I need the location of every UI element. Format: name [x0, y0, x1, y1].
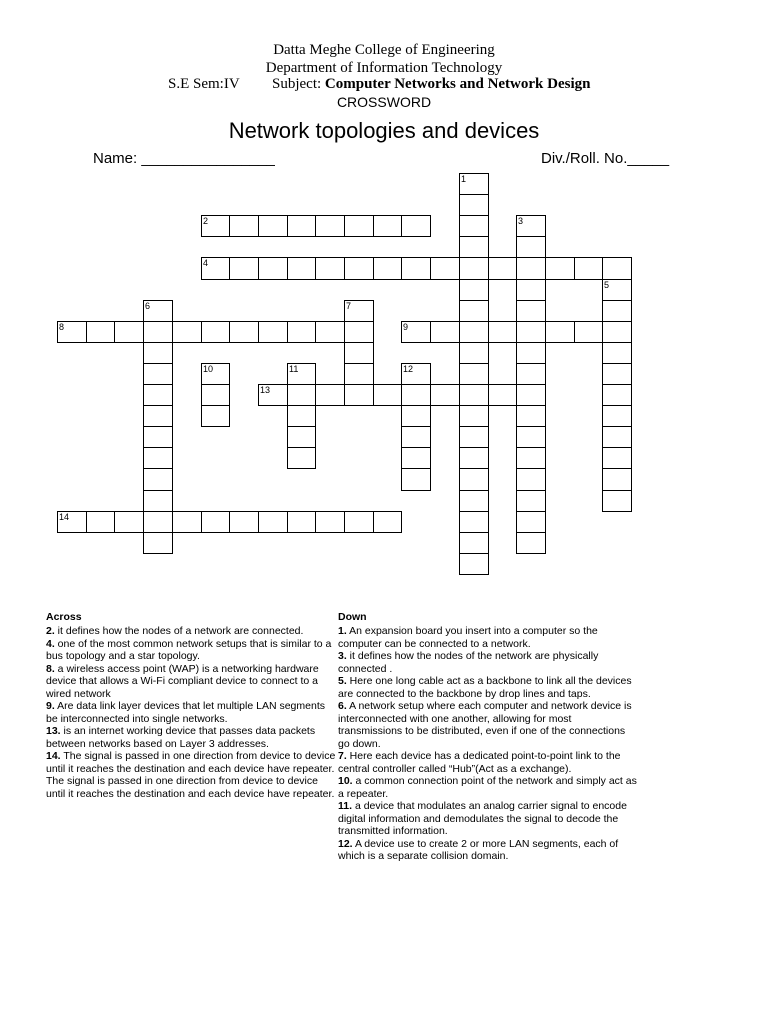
crossword-cell[interactable]: [602, 384, 632, 406]
crossword-label: CROSSWORD: [336, 94, 432, 110]
across-clues: [46, 611, 338, 800]
clue-text: a common connection point of the network and simply act as a repeater.: [338, 775, 637, 800]
crossword-cell[interactable]: [287, 215, 316, 237]
across-clue: [46, 625, 338, 638]
crossword-cell[interactable]: [401, 426, 431, 448]
clue-number: 2.: [46, 625, 55, 637]
crossword-cell[interactable]: [229, 511, 259, 533]
crossword-cell[interactable]: [86, 511, 115, 533]
crossword-cell[interactable]: [459, 553, 489, 575]
clue-text: An expansion board you insert into a computer so the computer can be connected to a network.: [338, 625, 598, 650]
crossword-cell[interactable]: [344, 511, 374, 533]
clue-number-label: 2: [203, 216, 209, 226]
clue-text: it defines how the nodes of the network are physically connected .: [338, 650, 599, 675]
crossword-cell[interactable]: [86, 321, 115, 343]
crossword-cell[interactable]: [201, 405, 230, 427]
clue-number-label: 12: [403, 364, 414, 374]
crossword-cell[interactable]: [459, 532, 489, 554]
crossword-cell[interactable]: [287, 363, 316, 385]
clue-number-label: 6: [145, 301, 151, 311]
crossword-cell[interactable]: [287, 384, 316, 406]
crossword-cell[interactable]: [315, 384, 345, 406]
clue-number-label: 4: [203, 258, 209, 268]
crossword-cell[interactable]: [201, 215, 230, 237]
down-clue: [338, 650, 638, 675]
crossword-cell[interactable]: [258, 511, 288, 533]
clue-number: 3.: [338, 650, 347, 662]
crossword-cell[interactable]: [459, 194, 489, 216]
crossword-cell[interactable]: [516, 300, 546, 322]
clue-number: 9.: [46, 700, 55, 712]
crossword-cell[interactable]: [201, 511, 230, 533]
crossword-cell[interactable]: [459, 384, 489, 406]
crossword-cell[interactable]: [459, 300, 489, 322]
crossword-cell[interactable]: [459, 405, 489, 427]
crossword-cell[interactable]: [373, 511, 402, 533]
clue-number: 4.: [46, 637, 55, 650]
crossword-cell[interactable]: [143, 405, 173, 427]
across-clue: [46, 725, 338, 750]
clue-number: 13.: [46, 725, 61, 737]
crossword-cell[interactable]: [401, 257, 431, 280]
clue-text: Here one long cable act as a backbone to link all the devices are connected to the backbone by drop lines and taps.: [338, 675, 632, 700]
crossword-cell[interactable]: [459, 490, 489, 512]
clue-number: 5.: [338, 675, 347, 687]
down-clue: [338, 775, 638, 800]
across-clue: [46, 700, 338, 725]
crossword-cell[interactable]: [459, 236, 489, 258]
crossword-cell[interactable]: [258, 321, 288, 343]
clue-number-label: 9: [403, 322, 409, 332]
clue-number: 14.: [46, 750, 61, 762]
clue-number-label: 14: [59, 512, 70, 522]
crossword-cell[interactable]: [516, 279, 546, 301]
crossword-cell[interactable]: [143, 426, 173, 448]
crossword-cell[interactable]: [516, 468, 546, 491]
crossword-cell[interactable]: [401, 363, 431, 385]
clue-number: 6.: [338, 700, 347, 712]
clue-text: a wireless access point (WAP) is a networking hardware device that allows a Wi-Fi compliant device to connect to a wired network: [46, 662, 319, 700]
crossword-cell[interactable]: [459, 363, 489, 385]
clue-text: a device that modulates an analog carrier signal to encode digital information and demodulates the signal to decode the transmitted information.: [338, 800, 627, 837]
name-field: Name: ________________: [93, 150, 275, 167]
crossword-cell[interactable]: [201, 257, 230, 280]
crossword-cell[interactable]: [287, 511, 316, 533]
crossword-cell[interactable]: [459, 511, 489, 533]
crossword-cell[interactable]: [344, 384, 374, 406]
crossword-cell[interactable]: [602, 426, 632, 448]
crossword-cell[interactable]: [315, 321, 345, 343]
crossword-cell[interactable]: [143, 468, 173, 491]
roll-number-field: Div./Roll. No._____: [541, 150, 670, 167]
clue-number-label: 7: [346, 301, 352, 311]
crossword-cell[interactable]: [143, 447, 173, 469]
crossword-cell[interactable]: [459, 342, 489, 364]
clue-number: 1.: [338, 625, 347, 637]
crossword-cell[interactable]: [488, 257, 517, 280]
crossword-cell[interactable]: [516, 342, 546, 364]
clue-text: A device use to create 2 or more LAN segments, each of which is a separate collision domain.: [338, 837, 619, 862]
clue-text: Are data link layer devices that let multiple LAN segments be interconnected into single networks.: [46, 700, 325, 725]
down-clue: [338, 750, 638, 775]
clue-number: 10.: [338, 775, 353, 787]
subject-label: Subject:: [272, 76, 322, 92]
crossword-cell[interactable]: [516, 236, 546, 258]
crossword-cell[interactable]: [516, 426, 546, 448]
crossword-cell[interactable]: [344, 363, 374, 385]
across-clue: [46, 750, 338, 800]
subject-name: Computer Networks and Network Design: [324, 76, 591, 92]
crossword-cell[interactable]: [201, 363, 230, 385]
crossword-cell[interactable]: [516, 532, 546, 554]
crossword-cell[interactable]: [545, 321, 575, 343]
crossword-cell[interactable]: [114, 321, 144, 343]
clue-number-label: 5: [604, 280, 610, 290]
crossword-cell[interactable]: [401, 405, 431, 427]
crossword-cell[interactable]: [258, 215, 288, 237]
clue-text: The signal is passed in one direction from device to device until it reaches the destination and each device have repeater. The signal is passed in one direction from device to device until it reaches the destination and each device have repeater.: [46, 750, 336, 800]
crossword-cell[interactable]: [602, 447, 632, 469]
crossword-cell[interactable]: [57, 511, 87, 533]
crossword-cell[interactable]: [57, 321, 87, 343]
crossword-cell[interactable]: [602, 363, 632, 385]
crossword-cell[interactable]: [114, 511, 144, 533]
crossword-cell[interactable]: [459, 257, 489, 280]
clue-text: it defines how the nodes of a network are connected.: [54, 625, 304, 637]
crossword-cell[interactable]: [459, 447, 489, 469]
crossword-cell[interactable]: [602, 490, 632, 512]
crossword-cell[interactable]: [201, 321, 230, 343]
clue-number-label: 11: [289, 364, 299, 374]
crossword-cell[interactable]: [488, 384, 517, 406]
crossword-cell[interactable]: [516, 405, 546, 427]
crossword-cell[interactable]: [602, 279, 632, 301]
crossword-cell[interactable]: [344, 300, 374, 322]
crossword-cell[interactable]: [516, 384, 546, 406]
college-name: Datta Meghe College of Engineering: [273, 42, 495, 58]
clue-number: 7.: [338, 750, 347, 762]
clue-number: 8.: [46, 662, 55, 675]
crossword-cell[interactable]: [229, 215, 259, 237]
clue-text: Here each device has a dedicated point-to-point link to the central controller called “Hub”(Act as a exchange).: [338, 750, 621, 775]
crossword-cell[interactable]: [344, 257, 374, 280]
crossword-cell[interactable]: [401, 468, 431, 491]
crossword-cell[interactable]: [344, 215, 374, 237]
crossword-cell[interactable]: [258, 257, 288, 280]
crossword-cell[interactable]: [574, 321, 603, 343]
clue-number-label: 13: [260, 385, 271, 395]
crossword-cell[interactable]: [516, 257, 546, 280]
crossword-cell[interactable]: [459, 173, 489, 195]
clue-number-label: 8: [59, 322, 65, 332]
down-clue: [338, 675, 638, 700]
crossword-cell[interactable]: [401, 384, 431, 406]
down-clue: [338, 700, 638, 750]
crossword-cell[interactable]: [574, 257, 603, 280]
crossword-cell[interactable]: [143, 532, 173, 554]
crossword-cell[interactable]: [344, 342, 374, 364]
crossword-cell[interactable]: [602, 468, 632, 491]
clue-number-label: 10: [203, 364, 214, 374]
crossword-cell[interactable]: [172, 321, 202, 343]
crossword-cell[interactable]: [516, 363, 546, 385]
crossword-cell[interactable]: [315, 511, 345, 533]
crossword-cell[interactable]: [430, 384, 460, 406]
crossword-cell[interactable]: [258, 384, 288, 406]
crossword-cell[interactable]: [401, 321, 431, 343]
crossword-cell[interactable]: [516, 447, 546, 469]
crossword-cell[interactable]: [488, 321, 517, 343]
subject-line: [272, 76, 590, 93]
crossword-cell[interactable]: [516, 321, 546, 343]
down-clue: [338, 625, 638, 650]
crossword-cell[interactable]: [545, 257, 575, 280]
crossword-cell[interactable]: [287, 257, 316, 280]
crossword-cell[interactable]: [430, 257, 460, 280]
crossword-cell[interactable]: [287, 426, 316, 448]
crossword-cell[interactable]: [201, 384, 230, 406]
crossword-cell[interactable]: [143, 384, 173, 406]
department-name: Department of Information Technology: [265, 60, 503, 76]
page-title: Network topologies and devices: [228, 118, 540, 143]
clue-text: is an internet working device that passes data packets between networks based on Layer 3 addresses.: [46, 725, 316, 750]
down-heading: Down: [338, 611, 367, 623]
crossword-cell[interactable]: [602, 300, 632, 322]
across-clue: [46, 638, 338, 663]
crossword-cell[interactable]: [287, 447, 316, 469]
crossword-cell[interactable]: [459, 321, 489, 343]
crossword-cell[interactable]: [373, 384, 402, 406]
crossword-cell[interactable]: [459, 279, 489, 301]
crossword-cell[interactable]: [459, 426, 489, 448]
crossword-cell[interactable]: [143, 363, 173, 385]
crossword-cell[interactable]: [602, 321, 632, 343]
crossword-cell[interactable]: [315, 257, 345, 280]
crossword-cell[interactable]: [602, 405, 632, 427]
down-clue: [338, 838, 638, 863]
across-clue: [46, 663, 338, 701]
crossword-cell[interactable]: [172, 511, 202, 533]
crossword-cell[interactable]: [315, 215, 345, 237]
crossword-cell[interactable]: [344, 321, 374, 343]
crossword-cell[interactable]: [229, 257, 259, 280]
crossword-cell[interactable]: [602, 342, 632, 364]
crossword-cell[interactable]: [373, 215, 402, 237]
down-clues: [338, 611, 638, 863]
clue-number-label: 3: [518, 216, 524, 226]
crossword-cell[interactable]: [143, 342, 173, 364]
clue-number-label: 1: [461, 174, 467, 184]
crossword-cell[interactable]: [287, 321, 316, 343]
crossword-cell[interactable]: [373, 257, 402, 280]
clue-number: 12.: [338, 837, 353, 850]
clue-text: one of the most common network setups that is similar to a bus topology and a star topology.: [46, 637, 332, 662]
crossword-cell[interactable]: [516, 215, 546, 237]
crossword-cell[interactable]: [459, 215, 489, 237]
down-clue: [338, 800, 638, 838]
crossword-cell[interactable]: [401, 447, 431, 469]
crossword-cell[interactable]: [287, 405, 316, 427]
crossword-cell[interactable]: [143, 300, 173, 322]
crossword-cell[interactable]: [516, 511, 546, 533]
crossword-cell[interactable]: [229, 321, 259, 343]
crossword-cell[interactable]: [602, 257, 632, 280]
across-heading: Across: [46, 611, 82, 623]
crossword-cell[interactable]: [430, 321, 460, 343]
crossword-cell[interactable]: [143, 490, 173, 512]
crossword-cell[interactable]: [401, 215, 431, 237]
clue-text: A network setup where each computer and network device is interconnected with one another, allowing for most transmissions to be distributed, even if one of the connections go down.: [338, 700, 632, 750]
crossword-cell[interactable]: [143, 321, 173, 343]
crossword-cell[interactable]: [143, 511, 173, 533]
clue-number: 11.: [338, 800, 353, 812]
crossword-cell[interactable]: [459, 468, 489, 491]
semester-label: S.E Sem:IV: [168, 76, 240, 92]
crossword-cell[interactable]: [516, 490, 546, 512]
